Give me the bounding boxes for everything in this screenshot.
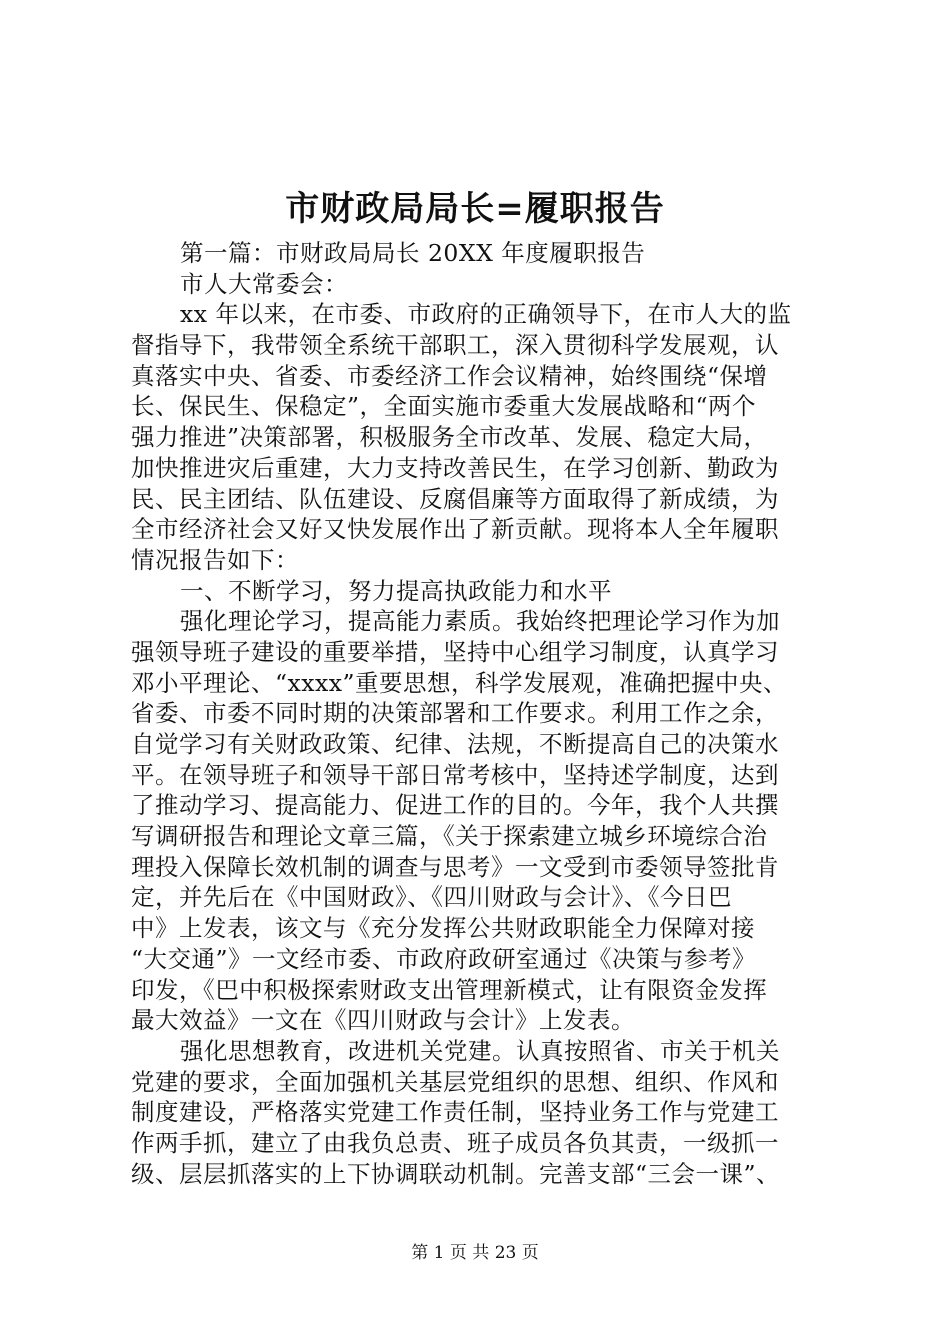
body-line: 写调研报告和理论文章三篇，《关于探索建立城乡环境综合治 bbox=[131, 822, 768, 851]
body-line: “大交通”》一文经市委、市政府政研室通过《决策与参考》 bbox=[131, 944, 757, 973]
body-line: 理投入保障长效机制的调查与思考》一文受到市委领导签批肯 bbox=[131, 852, 779, 881]
page-footer: 第 1 页 共 23 页 bbox=[411, 1243, 539, 1263]
document-title: 市财政局局长=履职报告 bbox=[285, 189, 665, 229]
body-line: 长、保民生、保稳定”，全面实施市委重大发展战略和“两个 bbox=[131, 392, 757, 421]
body-line: 了推动学习、提高能力、促进工作的目的。今年，我个人共撰 bbox=[131, 791, 779, 820]
body-line: xx 年以来，在市委、市政府的正确领导下，在市人大的监 bbox=[180, 300, 792, 329]
document-body bbox=[131, 238, 831, 1189]
body-line: 定，并先后在《中国财政》、《四川财政与会计》、《今日巴 bbox=[131, 883, 732, 912]
body-line: 强化理论学习，提高能力素质。我始终把理论学习作为加 bbox=[180, 607, 780, 636]
body-line: 自觉学习有关财政政策、纪律、法规，不断提高自己的决策水 bbox=[131, 730, 779, 758]
body-line: 中》上发表，该文与《充分发挥公共财政职能全力保障对接 bbox=[131, 914, 755, 943]
body-line: 级、层层抓落实的上下协调联动机制。完善支部“三会一课”、 bbox=[131, 1159, 781, 1188]
body-line: 党建的要求，全面加强机关基层党组织的思想、组织、作风和 bbox=[131, 1067, 779, 1096]
body-line: 强领导班子建设的重要举措，坚持中心组学习制度，认真学习 bbox=[131, 637, 779, 666]
body-line: 平。在领导班子和领导干部日常考核中，坚持述学制度，达到 bbox=[131, 760, 779, 789]
body-line: 邓小平理论、“xxxx”重要思想，科学发展观，准确把握中央、 bbox=[131, 668, 788, 697]
body-line: 民、民主团结、队伍建设、反腐倡廉等方面取得了新成绩，为 bbox=[131, 484, 779, 513]
body-line: 市人大常委会： bbox=[180, 269, 348, 298]
body-line: 第一篇：市财政局局长 20XX 年度履职报告 bbox=[180, 239, 646, 267]
body-line: 真落实中央、省委、市委经济工作会议精神，始终围绕“保增 bbox=[131, 361, 768, 390]
body-line: 省委、市委不同时期的决策部署和工作要求。利用工作之余， bbox=[131, 699, 779, 728]
body-line: 强力推进”决策部署，积极服务全市改革、发展、稳定大局， bbox=[131, 423, 768, 452]
body-line: 制度建设，严格落实党建工作责任制，坚持业务工作与党建工 bbox=[131, 1098, 779, 1127]
body-line: 督指导下，我带领全系统干部职工，深入贯彻科学发展观，认 bbox=[131, 331, 779, 360]
body-line: 情况报告如下： bbox=[131, 545, 299, 574]
body-line: 一、不断学习，努力提高执政能力和水平 bbox=[180, 576, 612, 605]
body-line: 全市经济社会又好又快发展作出了新贡献。现将本人全年履职 bbox=[131, 515, 779, 544]
body-line: 强化思想教育，改进机关党建。认真按照省、市关于机关 bbox=[180, 1036, 780, 1065]
body-line: 加快推进灾后重建，大力支持改善民生，在学习创新、勤政为 bbox=[131, 453, 779, 482]
body-line: 最大效益》一文在《四川财政与会计》上发表。 bbox=[131, 1006, 635, 1035]
body-line: 印发，《巴中积极探索财政支出管理新模式，让有限资金发挥 bbox=[131, 975, 768, 1004]
body-line: 作两手抓，建立了由我负总责、班子成员各负其责，一级抓一 bbox=[131, 1128, 779, 1157]
